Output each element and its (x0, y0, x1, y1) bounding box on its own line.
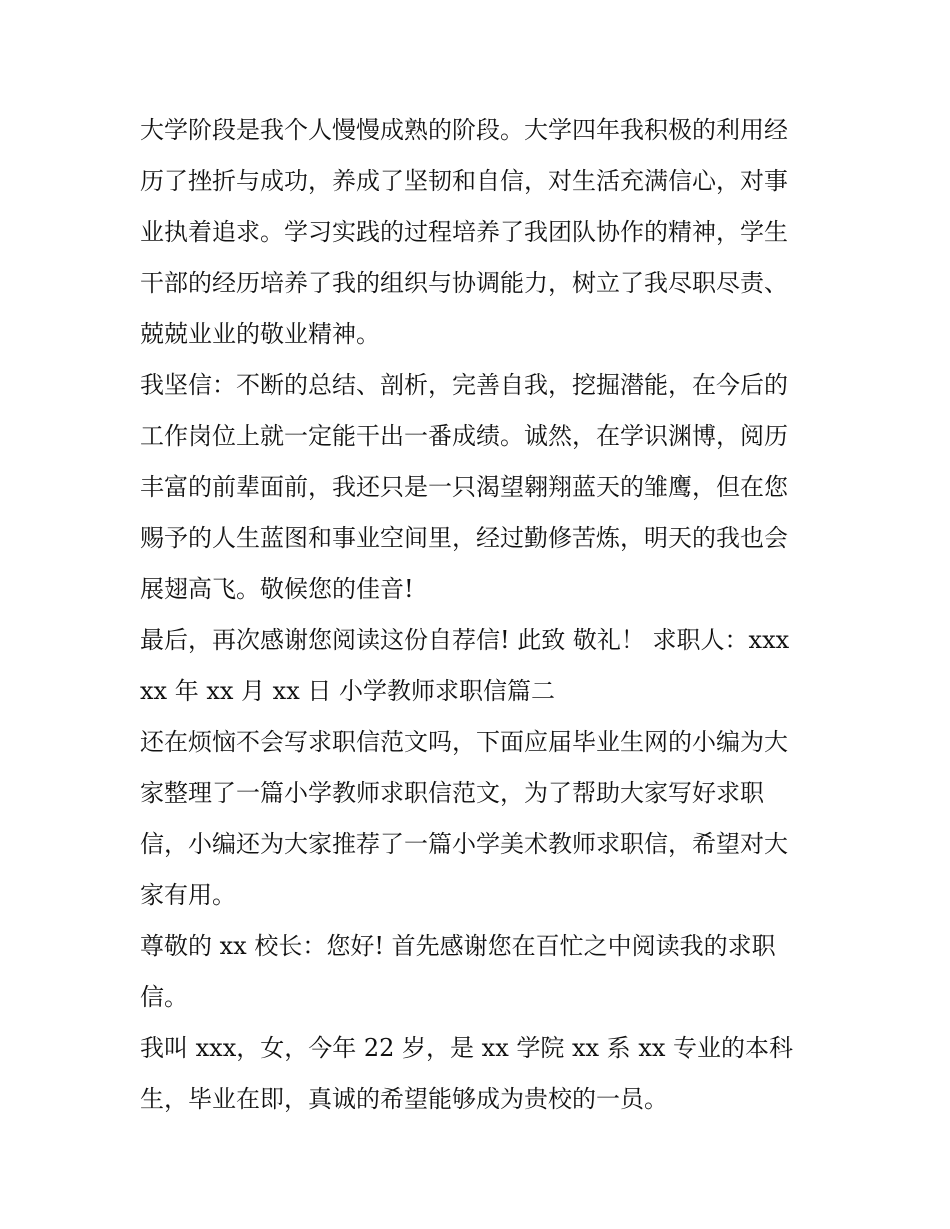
text-line: 家整理了一篇小学教师求职信范文，为了帮助大家写好求职 (140, 779, 764, 807)
text-line: 我坚信：不断的总结、剖析，完善自我，挖掘潜能，在今后的 (140, 371, 788, 399)
text-line: xx 年 xx 月 xx 日 小学教师求职信篇二 (140, 677, 555, 705)
text-line: 信。 (140, 983, 188, 1011)
text-line: 还在烦恼不会写求职信范文吗，下面应届毕业生网的小编为大 (140, 728, 788, 756)
text-line: 展翅高飞。敬候您的佳音! (140, 575, 414, 603)
text-line: 丰富的前辈面前，我还只是一只渴望翱翔蓝天的雏鹰，但在您 (140, 473, 788, 501)
text-line: 我叫 xxx，女，今年 22 岁，是 xx 学院 xx 系 xx 专业的本科 (140, 1034, 794, 1062)
text-line: 家有用。 (140, 881, 236, 909)
text-line: 大学阶段是我个人慢慢成熟的阶段。大学四年我积极的利用经 (140, 116, 788, 144)
text-line: 赐予的人生蓝图和事业空间里，经过勤修苦炼，明天的我也会 (140, 524, 788, 552)
text-line: 生，毕业在即，真诚的希望能够成为贵校的一员。 (140, 1085, 668, 1113)
text-line: 尊敬的 xx 校长：您好! 首先感谢您在百忙之中阅读我的求职 (140, 932, 776, 960)
text-line: 业执着追求。学习实践的过程培养了我团队协作的精神，学生 (140, 218, 788, 246)
text-line: 工作岗位上就一定能干出一番成绩。诚然，在学识渊博，阅历 (140, 422, 788, 450)
text-line: 最后，再次感谢您阅读这份自荐信! 此致 敬礼！ 求职人：xxx (140, 626, 790, 654)
text-line: 信，小编还为大家推荐了一篇小学美术教师求职信，希望对大 (140, 830, 788, 858)
letter-body (140, 105, 820, 1125)
text-line: 兢兢业业的敬业精神。 (140, 320, 380, 348)
text-line: 历了挫折与成功，养成了坚韧和自信，对生活充满信心，对事 (140, 167, 788, 195)
text-line: 干部的经历培养了我的组织与协调能力，树立了我尽职尽责、 (140, 269, 788, 297)
